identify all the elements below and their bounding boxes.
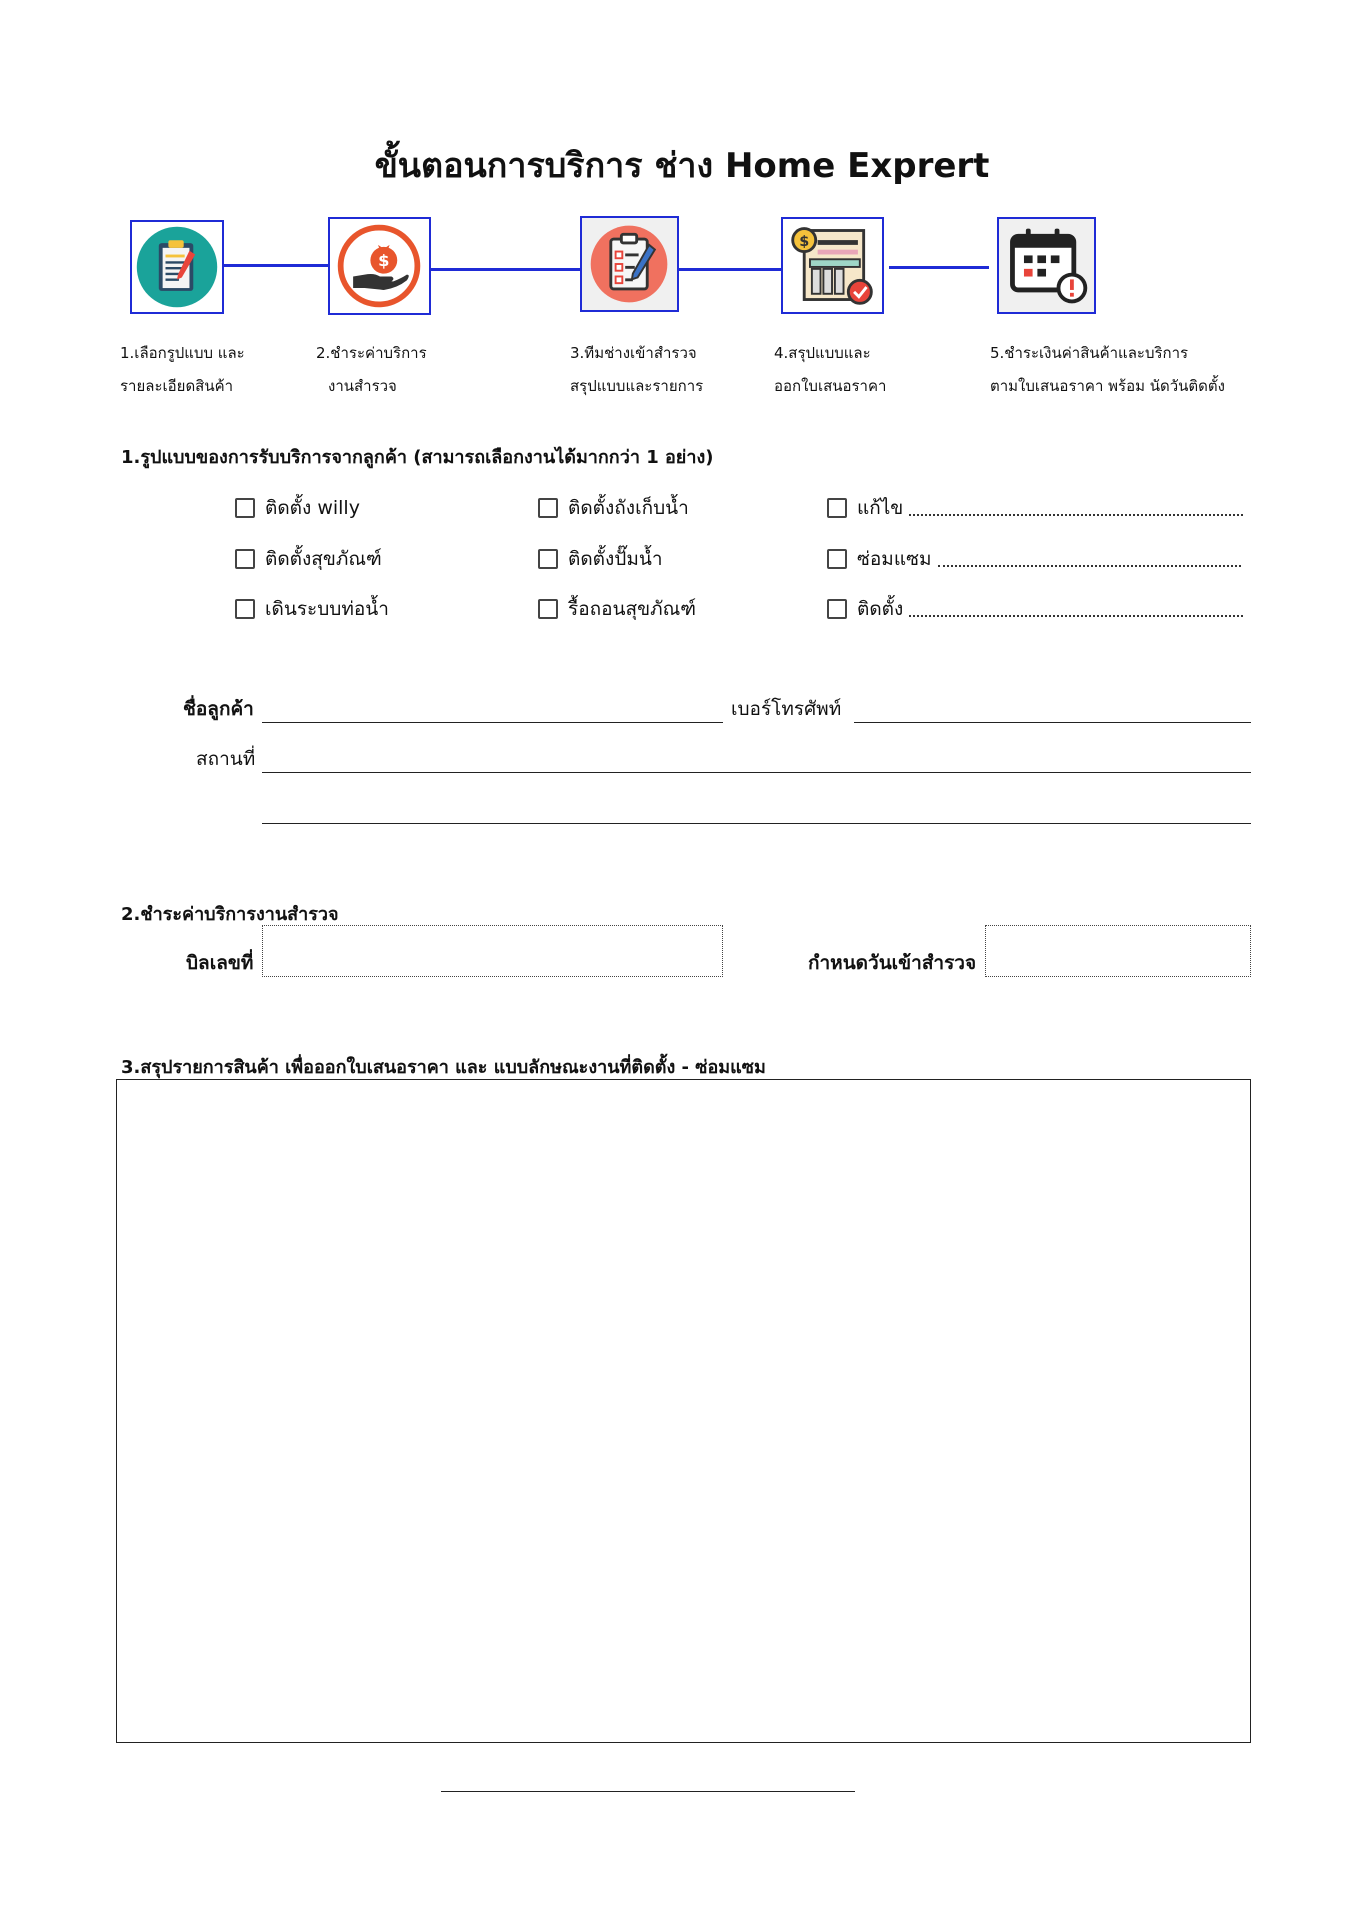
- svg-text:$: $: [378, 251, 390, 270]
- survey-date-label: กำหนดวันเข้าสำรวจ: [808, 952, 977, 974]
- step-connector: [677, 268, 784, 271]
- bill-number-label: บิลเลขที่: [186, 952, 254, 974]
- step-label-2: 2.ชำระค่าบริการ งานสำรวจ: [316, 344, 427, 395]
- section1-title: 1.รูปแบบของการรับบริการจากลูกค้า (สามารถเลือกงานได้มากกว่า 1 อย่าง): [121, 447, 714, 468]
- location-field[interactable]: [262, 772, 1251, 773]
- calendar-alert-icon: [997, 217, 1096, 314]
- checkbox[interactable]: [827, 498, 847, 518]
- location-field-line-2[interactable]: [262, 823, 1251, 824]
- signature-line[interactable]: [441, 1791, 855, 1792]
- step-label-5: 5.ชำระเงินค่าสินค้าและบริการ ตามใบเสนอราคา พร้อม นัดวันติดตั้ง: [990, 344, 1225, 395]
- step-connector: [429, 268, 581, 271]
- location-label: สถานที่: [196, 748, 256, 770]
- option-row[interactable]: ติดตั้ง willy: [235, 493, 360, 523]
- customer-name-field[interactable]: [262, 722, 723, 723]
- option-row[interactable]: เดินระบบท่อน้ำ: [235, 594, 389, 624]
- checkbox[interactable]: [538, 599, 558, 619]
- page-title: ขั้นตอนการบริการ ช่าง Home Exprert: [374, 146, 990, 186]
- bill-number-field[interactable]: [262, 925, 723, 977]
- step-label-3: 3.ทีมช่างเข้าสำรวจ สรุปแบบและรายการ: [570, 344, 704, 395]
- option-row[interactable]: ซ่อมแซม: [827, 544, 1241, 574]
- invoice-calculator-icon: [781, 217, 884, 314]
- svg-text:$: $: [799, 233, 810, 250]
- step-connector: [224, 264, 329, 267]
- checkbox[interactable]: [235, 549, 255, 569]
- option-row[interactable]: แก้ไข: [827, 493, 1243, 523]
- fill-in-dots[interactable]: [909, 601, 1243, 617]
- step-connector: [889, 266, 989, 269]
- checkbox[interactable]: [538, 498, 558, 518]
- checkbox[interactable]: [538, 549, 558, 569]
- fill-in-dots[interactable]: [938, 551, 1242, 567]
- checkbox[interactable]: [235, 599, 255, 619]
- fill-in-dots[interactable]: [909, 500, 1243, 516]
- survey-date-field[interactable]: [985, 925, 1251, 977]
- phone-field[interactable]: [854, 722, 1251, 723]
- checklist-pen-icon: [580, 216, 679, 312]
- money-hand-icon: [328, 217, 431, 315]
- clipboard-document-icon: [130, 220, 224, 314]
- section3-title: 3.สรุปรายการสินค้า เพื่อออกใบเสนอราคา และ แบบลักษณะงานที่ติดตั้ง - ซ่อมแซม: [121, 1057, 766, 1078]
- option-row[interactable]: ติดตั้งถังเก็บน้ำ: [538, 493, 689, 523]
- customer-name-label: ชื่อลูกค้า: [183, 698, 254, 720]
- checkbox[interactable]: [827, 549, 847, 569]
- option-row[interactable]: รื้อถอนสุขภัณฑ์: [538, 594, 696, 624]
- checkbox[interactable]: [827, 599, 847, 619]
- step-label-4: 4.สรุปแบบและ ออกใบเสนอราคา: [774, 344, 887, 395]
- checkbox[interactable]: [235, 498, 255, 518]
- option-row[interactable]: ติดตั้งปั๊มน้ำ: [538, 544, 663, 574]
- step-label-1: 1.เลือกรูปแบบ และ รายละเอียดสินค้า: [120, 344, 245, 395]
- option-row[interactable]: ติดตั้ง: [827, 594, 1243, 624]
- phone-label: เบอร์โทรศัพท์: [731, 698, 842, 720]
- summary-box[interactable]: [116, 1079, 1251, 1743]
- option-row[interactable]: ติดตั้งสุขภัณฑ์: [235, 544, 382, 574]
- section2-title: 2.ชำระค่าบริการงานสำรวจ: [121, 904, 339, 925]
